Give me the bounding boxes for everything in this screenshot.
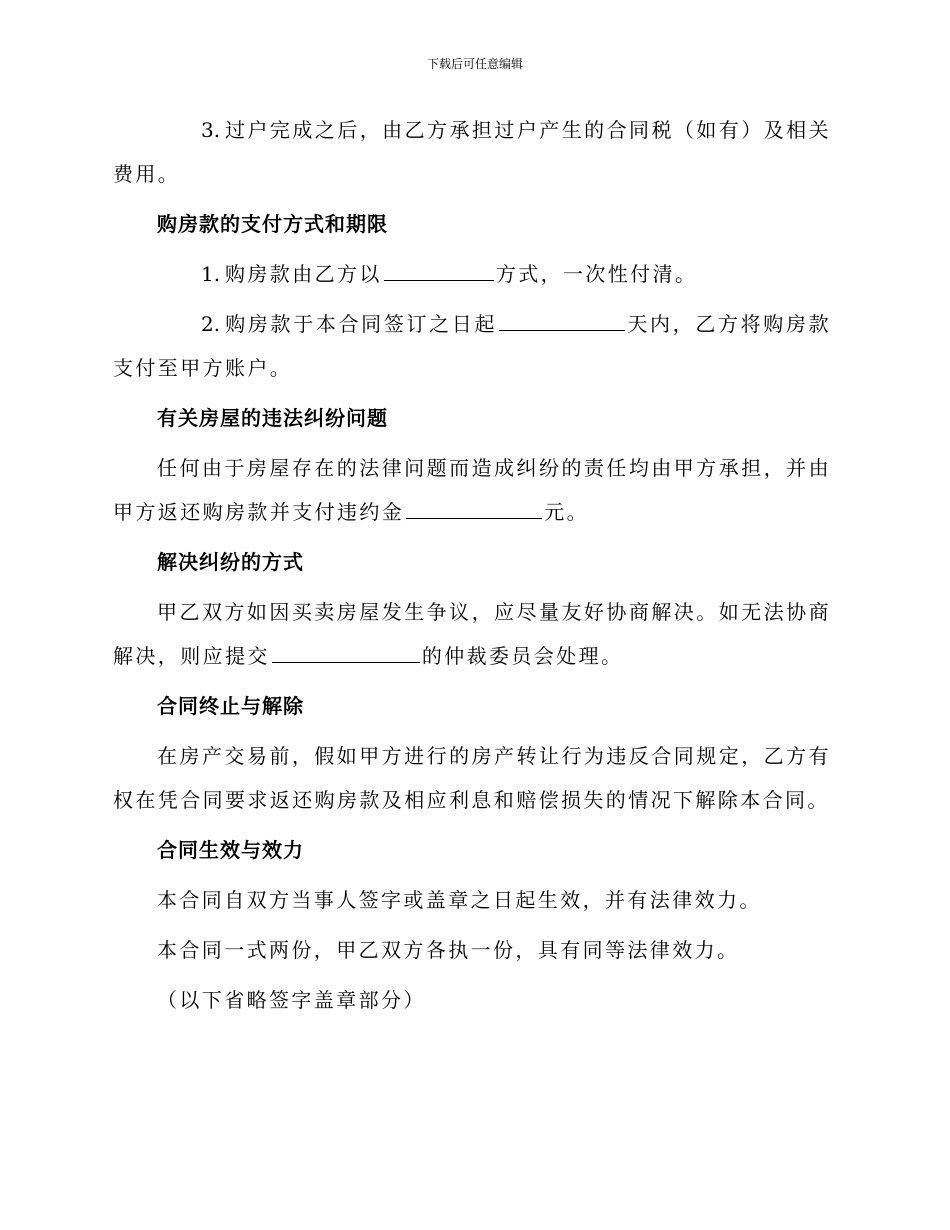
penalty-amount-blank[interactable]: [406, 496, 542, 519]
section-heading-illegal-dispute: 有关房屋的违法纠纷问题: [157, 406, 388, 430]
item-text-before: 购房款由乙方以: [225, 262, 382, 286]
page-header-note: 下载后可任意编辑: [426, 57, 523, 71]
item-number: 3.: [201, 118, 221, 142]
effect-line-1: 本合同自双方当事人签字或盖章之日起生效，并有法律效力。: [157, 888, 762, 912]
section-heading-dispute-resolution: 解决纠纷的方式: [157, 550, 304, 574]
omitted-signature-note: （以下省略签字盖章部分）: [157, 988, 426, 1012]
payment-method-blank[interactable]: [384, 258, 494, 281]
paragraph-text-after: 元。: [544, 500, 590, 524]
item-number: 2.: [201, 312, 221, 336]
item-text-before: 购房款于本合同签订之日起: [225, 312, 498, 336]
paragraph-text-after: 的仲裁委员会处理。: [421, 644, 624, 668]
item-text: 过户完成之后，由乙方承担过户产生的合同税（如有）及相关费用。: [113, 118, 831, 186]
section-heading-payment: 购房款的支付方式和期限: [157, 212, 388, 236]
transfer-item-3: [113, 108, 831, 196]
termination-paragraph: 在房产交易前，假如甲方进行的房产转让行为违反合同规定，乙方有权在凭合同要求返还购房款及相应利息和赔偿损失的情况下解除本合同。: [113, 744, 831, 812]
item-text-after: 天内，乙方将购房款支付至甲方账户。: [113, 312, 831, 380]
section-heading-termination: 合同终止与解除: [157, 694, 304, 718]
payment-item-2: [113, 302, 831, 390]
illegal-dispute-paragraph: [113, 446, 831, 534]
paragraph-text-before: 任何由于房屋存在的法律问题而造成纠纷的责任均由甲方承担，并由甲方返还购房款并支付违约金: [113, 456, 831, 524]
item-number: 1.: [201, 262, 221, 286]
item-text-after: 方式，一次性付清。: [495, 262, 698, 286]
paragraph-text-before: 甲乙双方如因买卖房屋发生争议，应尽量友好协商解决。如无法协商解决，则应提交: [113, 600, 831, 668]
document-body: [113, 108, 831, 1028]
payment-item-1: [113, 252, 831, 296]
effect-line-2: 本合同一式两份，甲乙双方各执一份，具有同等法律效力。: [157, 938, 740, 962]
arbitration-committee-blank[interactable]: [272, 640, 420, 663]
dispute-resolution-paragraph: [113, 590, 831, 678]
section-heading-effect: 合同生效与效力: [157, 838, 304, 862]
payment-days-blank[interactable]: [499, 308, 625, 331]
